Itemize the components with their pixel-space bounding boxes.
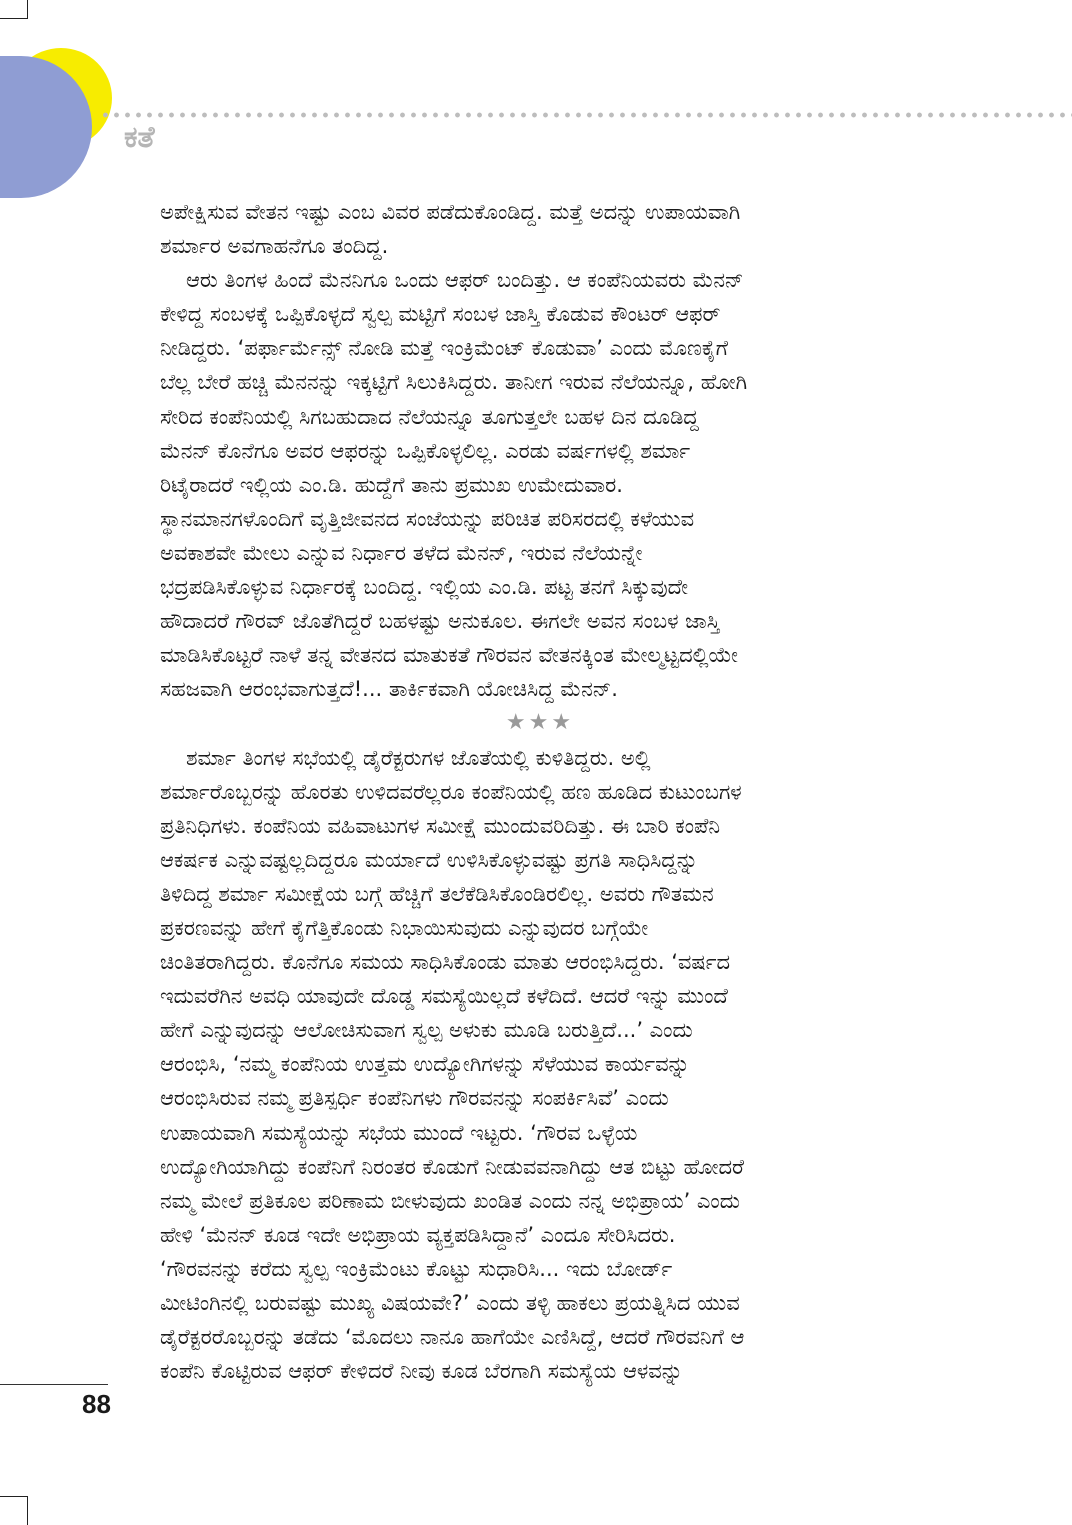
text-line: ಆರು ತಿಂಗಳ ಹಿಂದೆ ಮೆನನಿಗೂ ಒಂದು ಆಫರ್ ಬಂದಿತ್ತು. ಆ ಕಂಪೆನಿಯವರು ಮೆನನ್ (186, 268, 744, 293)
text-line: ಅವಕಾಶವೇ ಮೇಲು ಎನ್ನುವ ನಿರ್ಧಾರ ತಳೆದ ಮೆನನ್, ಇರುವ ನೆಲೆಯನ್ನೇ (160, 540, 643, 565)
text-line: ಶರ್ಮಾ ತಿಂಗಳ ಸಭೆಯಲ್ಲಿ ಡೈರೆಕ್ಟರುಗಳ ಜೊತೆಯಲ್ಲಿ ಕುಳಿತಿದ್ದರು. ಅಲ್ಲಿ (186, 745, 651, 770)
text-line: ಮಾಡಿಸಿಕೊಟ್ಟರೆ ನಾಳೆ ತನ್ನ ವೇತನದ ಮಾತುಕತೆ ಗೌರವನ ವೇತನಕ್ಕಿಂತ ಮೇಲ್ಮಟ್ಟದಲ್ಲಿಯೇ (160, 643, 738, 668)
text-line: ನೀಡಿದ್ದರು. ‘ಪರ್ಫಾರ್ಮೆನ್ಸ್ ನೋಡಿ ಮತ್ತೆ ಇಂಕ್ರಿಮೆಂಟ್ ಕೊಡುವಾ’ ಎಂದು ಮೊಣಕೈಗೆ (160, 336, 728, 361)
crop-mark-bottom-horizontal (0, 1496, 28, 1497)
section-separator-stars: ★★★ (505, 710, 575, 736)
text-line: ಇದುವರೆಗಿನ ಅವಧಿ ಯಾವುದೇ ದೊಡ್ಡ ಸಮಸ್ಯೆಯಿಲ್ಲದೆ ಕಳೆದಿದೆ. ಆದರೆ ಇನ್ನು ಮುಂದೆ (160, 984, 728, 1009)
text-line: ಮೆನನ್ ಕೊನೆಗೂ ಅವರ ಆಫರನ್ನು ಒಪ್ಪಿಕೊಳ್ಳಲಿಲ್ಲ. ಎರಡು ವರ್ಷಗಳಲ್ಲಿ ಶರ್ಮಾ (160, 438, 691, 463)
text-line: ಆರಂಭಿಸಿರುವ ನಮ್ಮ ಪ್ರತಿಸ್ಪರ್ಧಿ ಕಂಪೆನಿಗಳು ಗೌರವನನ್ನು ಸಂಪರ್ಕಿಸಿವೆ’ ಎಂದು (160, 1086, 669, 1111)
text-line: ತಿಳಿದಿದ್ದ ಶರ್ಮಾ ಸಮೀಕ್ಷೆಯ ಬಗ್ಗೆ ಹೆಚ್ಚಿಗೆ ತಲೆಕೆಡಿಸಿಕೊಂಡಿರಲಿಲ್ಲ. ಅವರು ಗೌತಮನ (160, 881, 714, 906)
text-line: ರಿಟೈರಾದರೆ ಇಲ್ಲಿಯ ಎಂ.ಡಿ. ಹುದ್ದೆಗೆ ತಾನು ಪ್ರಮುಖ ಉಮೇದುವಾರ. (160, 472, 623, 497)
dotted-header-rule (100, 112, 1072, 118)
text-line: ಕಂಪೆನಿ ಕೊಟ್ಟಿರುವ ಆಫರ್ ಕೇಳಿದರೆ ನೀವು ಕೂಡ ಬೆರಗಾಗಿ ಸಮಸ್ಯೆಯ ಆಳವನ್ನು (160, 1359, 683, 1384)
text-line: ಡೈರೆಕ್ಟರರೊಬ್ಬರನ್ನು ತಡೆದು ‘ಮೊದಲು ನಾನೂ ಹಾಗೆಯೇ ಎಣಿಸಿದ್ದೆ, ಆದರೆ ಗೌರವನಿಗೆ ಆ (160, 1325, 745, 1350)
text-line: ಶರ್ಮಾರೊಬ್ಬರನ್ನು ಹೊರತು ಉಳಿದವರೆಲ್ಲರೂ ಕಂಪೆನಿಯಲ್ಲಿ ಹಣ ಹೂಡಿದ ಕುಟುಂಬಗಳ (160, 779, 742, 804)
paragraph-1 (160, 195, 920, 263)
story-text (160, 195, 920, 1388)
text-line: ಆಕರ್ಷಕ ಎನ್ನುವಷ್ಟಲ್ಲದಿದ್ದರೂ ಮರ್ಯಾದೆ ಉಳಿಸಿಕೊಳ್ಳುವಷ್ಟು ಪ್ರಗತಿ ಸಾಧಿಸಿದ್ದನ್ನು (160, 847, 698, 872)
text-line: ಆರಂಭಿಸಿ, ‘ನಮ್ಮ ಕಂಪೆನಿಯ ಉತ್ತಮ ಉದ್ಯೋಗಿಗಳನ್ನು ಸೆಳೆಯುವ ಕಾರ್ಯವನ್ನು (160, 1052, 690, 1077)
text-line: ಪ್ರತಿನಿಧಿಗಳು. ಕಂಪೆನಿಯ ವಹಿವಾಟುಗಳ ಸಮೀಕ್ಷೆ ಮುಂದುವರಿದಿತ್ತು. ಈ ಬಾರಿ ಕಂಪೆನಿ (160, 813, 721, 838)
crop-mark-top-horizontal (0, 18, 28, 19)
footer-rule (0, 1384, 108, 1385)
text-line: ಭದ್ರಪಡಿಸಿಕೊಳ್ಳುವ ನಿರ್ಧಾರಕ್ಕೆ ಬಂದಿದ್ದ. ಇಲ್ಲಿಯ ಎಂ.ಡಿ. ಪಟ್ಟ ತನಗೆ ಸಿಕ್ಕುವುದೇ (160, 575, 689, 600)
text-line: ಪ್ರಕರಣವನ್ನು ಹೇಗೆ ಕೈಗೆತ್ತಿಕೊಂಡು ನಿಭಾಯಿಸುವುದು ಎನ್ನುವುದರ ಬಗ್ಗೆಯೇ (160, 915, 649, 940)
text-line: ಹೌದಾದರೆ ಗೌರವ್ ಜೊತೆಗಿದ್ದರೆ ಬಹಳಷ್ಟು ಅನುಕೂಲ. ಈಗಲೇ ಅವನ ಸಂಬಳ ಜಾಸ್ತಿ (160, 609, 720, 634)
text-line: ಹೇಗೆ ಎನ್ನುವುದನ್ನು ಆಲೋಚಿಸುವಾಗ ಸ್ವಲ್ಪ ಅಳುಕು ಮೂಡಿ ಬರುತ್ತಿದೆ...’ ಎಂದು (160, 1018, 693, 1043)
text-line: ಶರ್ಮಾರ ಅವಗಾಹನೆಗೂ ತಂದಿದ್ದ. (160, 234, 389, 259)
text-line: ಬೆಲ್ಲ ಬೇರೆ ಹಚ್ಚಿ ಮೆನನನ್ನು ಇಕ್ಕಟ್ಟಿಗೆ ಸಿಲುಕಿಸಿದ್ದರು. ತಾನೀಗ ಇರುವ ನೆಲೆಯನ್ನೂ, ಹೋಗಿ (160, 370, 748, 395)
text-line: ಸೇರಿದ ಕಂಪೆನಿಯಲ್ಲಿ ಸಿಗಬಹುದಾದ ನೆಲೆಯನ್ನೂ ತೂಗುತ್ತಲೇ ಬಹಳ ದಿನ ದೂಡಿದ್ದ (160, 404, 699, 429)
paragraph-2 (160, 263, 920, 706)
paragraph-3 (160, 741, 920, 1389)
text-line: ಕೇಳಿದ್ದ ಸಂಬಳಕ್ಕೆ ಒಪ್ಪಿಕೊಳ್ಳದೆ ಸ್ವಲ್ಪ ಮಟ್ಟಿಗೆ ಸಂಬಳ ಜಾಸ್ತಿ ಕೊಡುವ ಕೌಂಟರ್ ಆಫರ್ (160, 302, 721, 327)
text-line: ಉಪಾಯವಾಗಿ ಸಮಸ್ಯೆಯನ್ನು ಸಭೆಯ ಮುಂದೆ ಇಟ್ಟರು. ‘ಗೌರವ ಒಳ್ಳೆಯ (160, 1120, 638, 1145)
text-line: ಸಹಜವಾಗಿ ಆರಂಭವಾಗುತ್ತದೆ!... ತಾರ್ಕಿಕವಾಗಿ ಯೋಚಿಸಿದ್ದ ಮೆನನ್. (160, 677, 618, 702)
text-line: ಚಿಂತಿತರಾಗಿದ್ದರು. ಕೊನೆಗೂ ಸಮಯ ಸಾಧಿಸಿಕೊಂಡು ಮಾತು ಆರಂಭಿಸಿದ್ದರು. ‘ವರ್ಷದ (160, 950, 731, 975)
page-number: 88 (82, 1389, 111, 1419)
crop-mark-top-vertical (27, 0, 28, 18)
text-line: ‘ಗೌರವನನ್ನು ಕರೆದು ಸ್ವಲ್ಪ ಇಂಕ್ರಿಮೆಂಟು ಕೊಟ್ಟು ಸುಧಾರಿಸಿ... ಇದು ಬೋರ್ಡ್ (160, 1256, 673, 1281)
text-line: ಅಪೇಕ್ಷಿಸುವ ವೇತನ ಇಷ್ಟು ಎಂಬ ವಿವರ ಪಡೆದುಕೊಂಡಿದ್ದ. ಮತ್ತೆ ಅದನ್ನು ಉಪಾಯವಾಗಿ (160, 200, 741, 224)
section-label: ಕತೆ (124, 120, 155, 155)
text-line: ಮೀಟಿಂಗಿನಲ್ಲಿ ಬರುವಷ್ಟು ಮುಖ್ಯ ವಿಷಯವೇ?’ ಎಂದು ತಳ್ಳಿ ಹಾಕಲು ಪ್ರಯತ್ನಿಸಿದ ಯುವ (160, 1291, 740, 1315)
text-line: ನಮ್ಮ ಮೇಲೆ ಪ್ರತಿಕೂಲ ಪರಿಣಾಮ ಬೀಳುವುದು ಖಂಡಿತ ಎಂದು ನನ್ನ ಅಭಿಪ್ರಾಯ’ ಎಂದು (160, 1188, 740, 1213)
text-line: ಉದ್ಯೋಗಿಯಾಗಿದ್ದು ಕಂಪೆನಿಗೆ ನಿರಂತರ ಕೊಡುಗೆ ನೀಡುವವನಾಗಿದ್ದು ಆತ ಬಿಟ್ಟು ಹೋದರೆ (160, 1154, 744, 1179)
crop-mark-bottom-vertical (27, 1496, 28, 1525)
text-line: ಸ್ಥಾನಮಾನಗಳೊಂದಿಗೆ ವೃತ್ತಿಜೀವನದ ಸಂಜೆಯನ್ನು ಪರಿಚಿತ ಪರಿಸರದಲ್ಲಿ ಕಳೆಯುವ (160, 506, 695, 531)
text-line: ಹೇಳಿ ‘ಮೆನನ್ ಕೂಡ ಇದೇ ಅಭಿಪ್ರಾಯ ವ್ಯಕ್ತಪಡಿಸಿದ್ದಾನೆ’ ಎಂದೂ ಸೇರಿಸಿದರು. (160, 1222, 676, 1247)
